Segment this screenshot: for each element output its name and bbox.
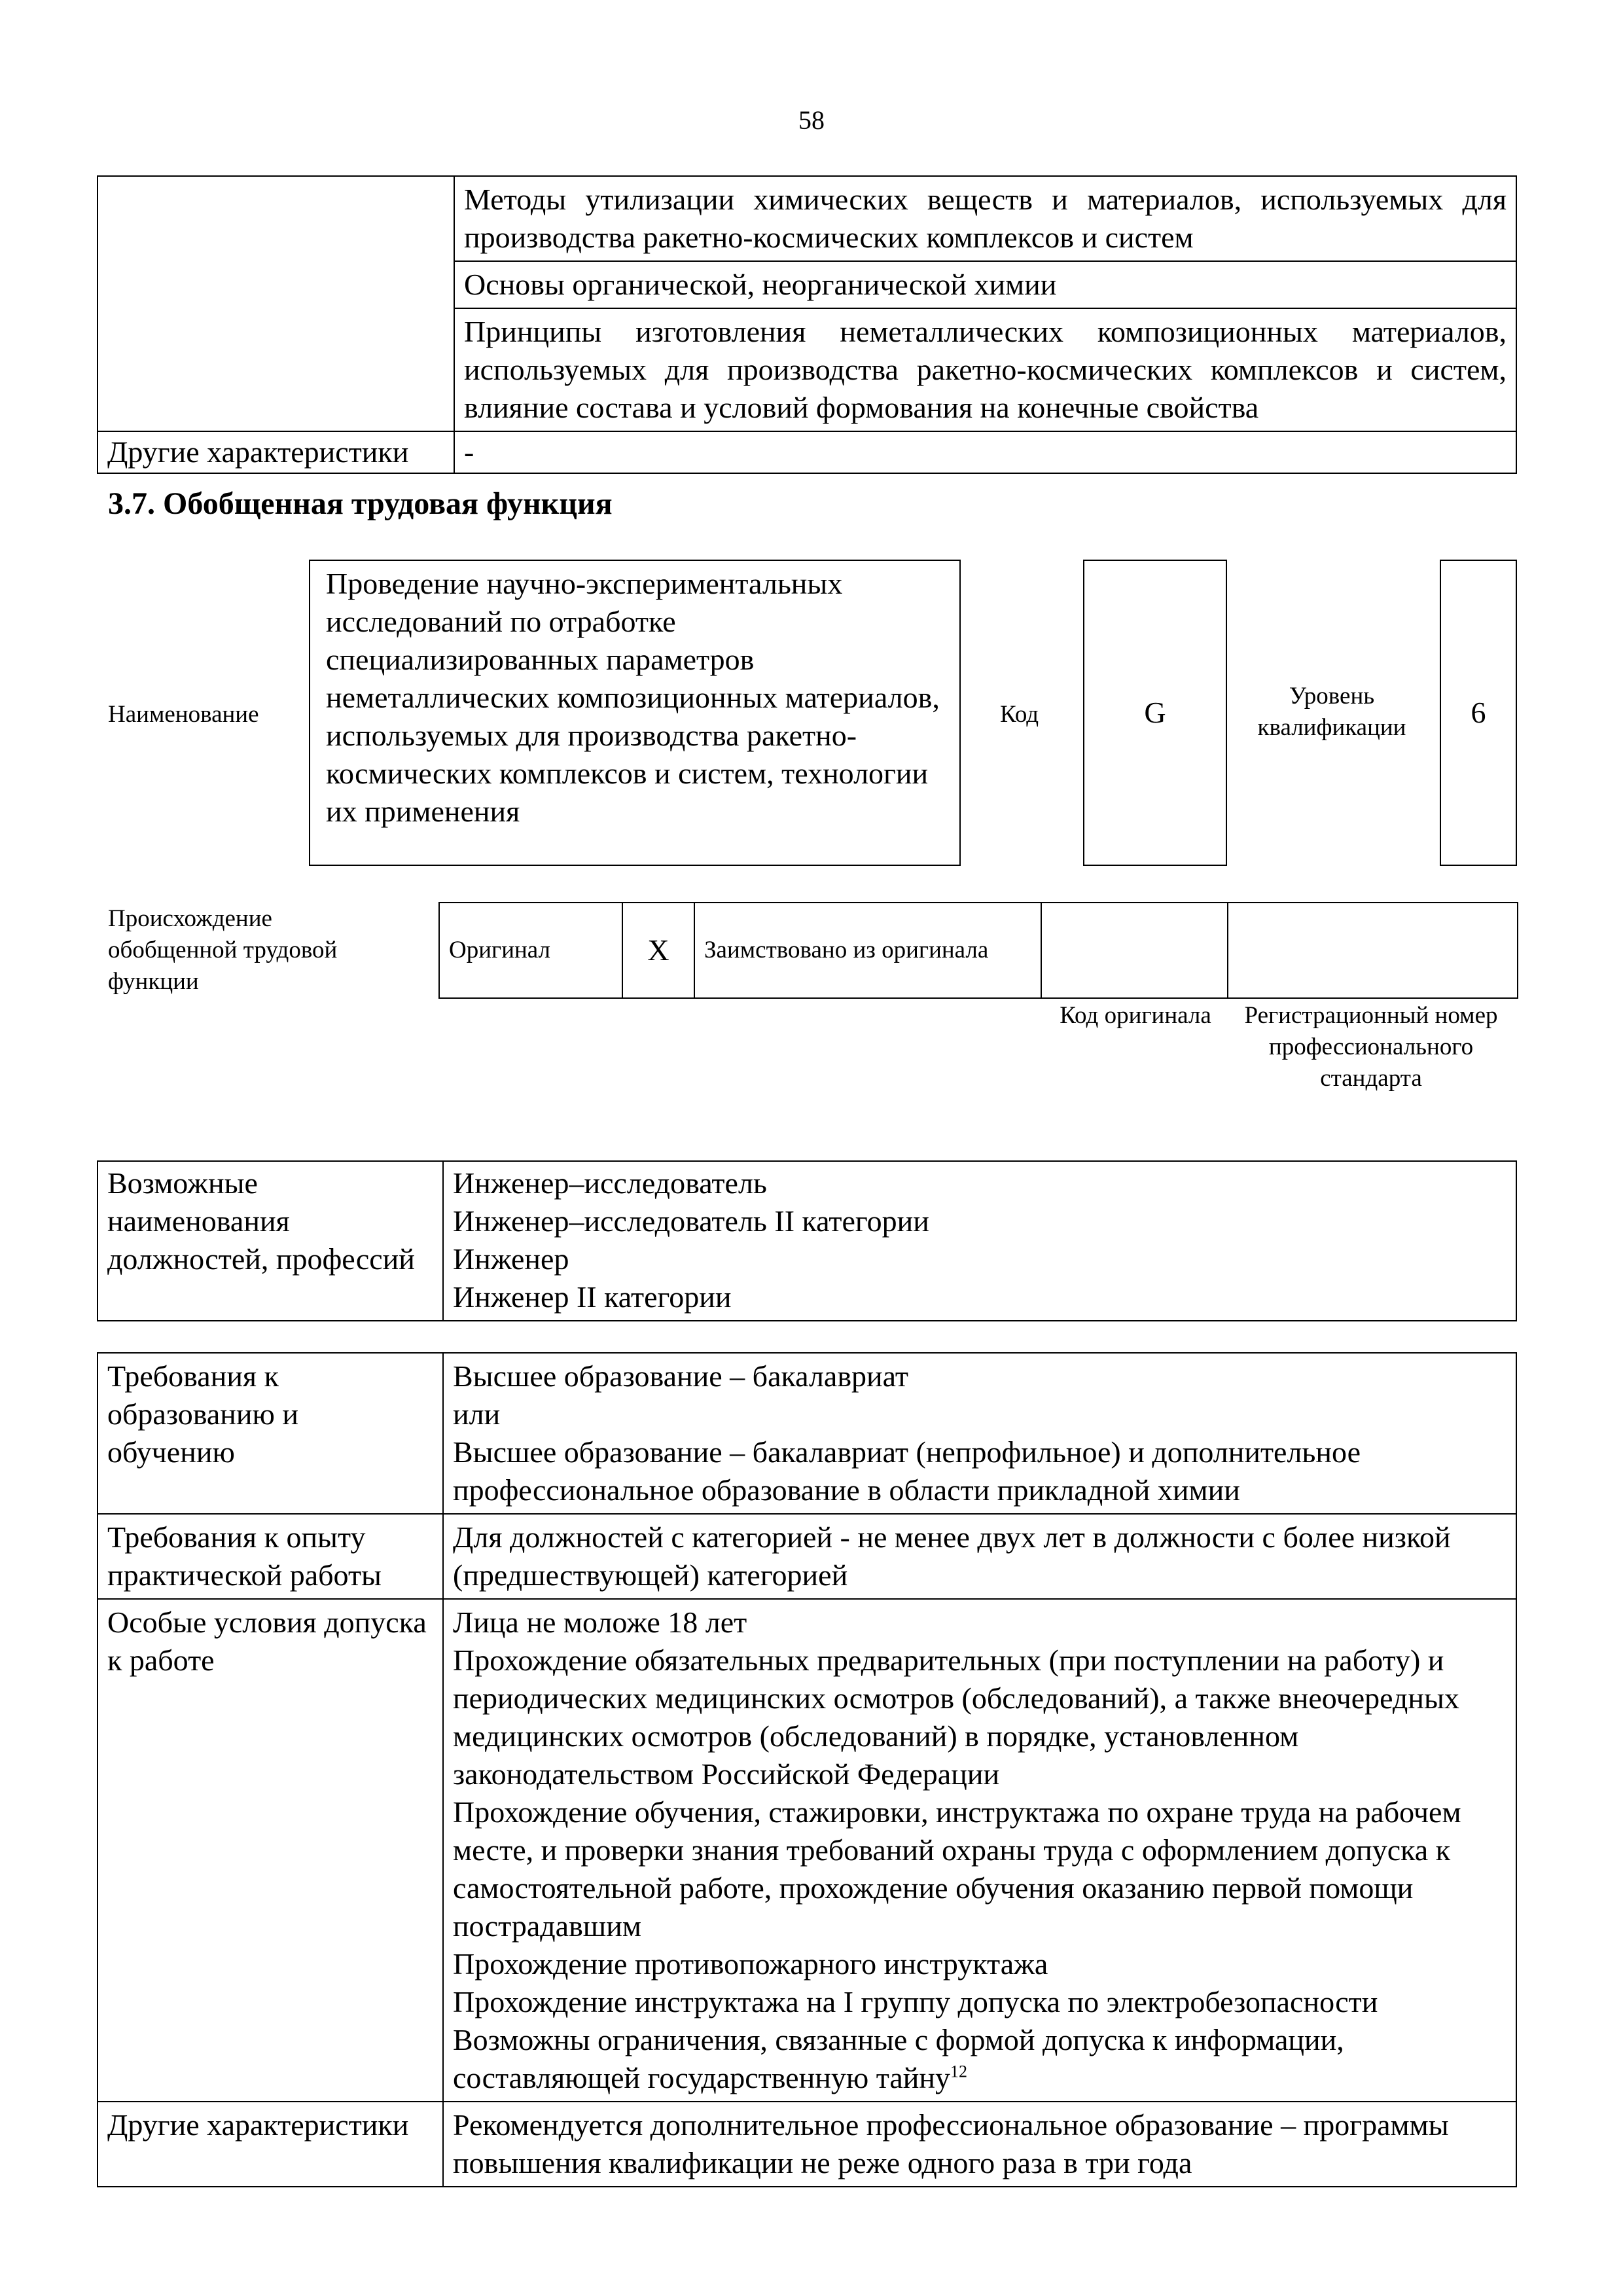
positions-label: Возможные наименования должностей, профессий [98,1161,443,1321]
position-item: Инженер II категории [453,1280,732,1314]
admission-conditions [443,1599,1516,2102]
name-label: Наименование [108,701,259,728]
position-item: Инженер [453,1242,569,1276]
admission-line: Прохождение обязательных предварительных (при поступлении на работу) и периодических медицинских осмотров (обследований), а также внеочередных медицинских осмотров (обследований) в порядке, установленном законодательством Российской Федерации [453,1643,1459,1791]
origin-label: Происхождение обобщенной трудовой функции [108,905,338,995]
origin-table [438,902,1518,999]
empty-cell [98,176,454,431]
education-label: Требования к образованию и обучению [98,1353,443,1514]
admission-line-with-footnote [453,2021,1507,2097]
level-value: 6 [1471,696,1486,729]
admission-line: Возможны ограничения, связанные с формой допуска к информации, составляющей государственную тайну [453,2023,1344,2094]
other-characteristics-label: Другие характеристики [98,2102,443,2187]
knowledge-table [97,175,1517,474]
function-name-box [309,560,961,866]
education-requirements [443,1353,1516,1514]
knowledge-row: Основы органической, неорганической химии [454,261,1516,308]
education-line: или [453,1397,501,1431]
requirements-table [97,1352,1517,2187]
experience-label: Требования к опыту практической работы [98,1514,443,1599]
code-value: G [1144,696,1166,729]
admission-line: Прохождение обучения, стажировки, инструктажа по охране труда на рабочем месте, и проверки знания требований охраны труда с оформлением допуска к самостоятельной работе, прохождение обучения оказанию первой помощи пострадавшим [453,1795,1461,1943]
admission-line: Прохождение противопожарного инструктажа [453,1947,1048,1981]
level-label: Уровень квалификации [1257,683,1406,741]
positions-table [97,1160,1517,1321]
level-value-box [1440,560,1517,866]
admission-line: Лица не моложе 18 лет [453,1605,747,1639]
admission-label: Особые условия допуска к работе [98,1599,443,2102]
code-value-box [1083,560,1227,866]
positions-list [443,1161,1516,1321]
original-label: Оригинал [439,903,622,998]
code-original-cell [1041,903,1228,998]
position-item: Инженер–исследователь [453,1166,767,1200]
reg-number-caption: Регистрационный номер профессионального стандарта [1244,1002,1498,1092]
borrowed-label: Заимствовано из оригинала [694,903,1041,998]
experience-requirements: Для должностей с категорией - не менее двух лет в должности с более низкой (предшествующей) категорией [443,1514,1516,1599]
function-name-text: Проведение научно-экспериментальных исследований по отработке специализированных параметров неметаллических композиционных материалов, используемых для производства ракетно-космических комплексов и систем, технологии их применения [326,567,940,828]
page-number: 58 [798,105,825,135]
education-line: Высшее образование – бакалавриат [453,1359,908,1393]
position-item: Инженер–исследователь II категории [453,1204,929,1238]
admission-line: Прохождение инструктажа на I группу допуска по электробезопасности [453,1985,1378,2018]
education-line: Высшее образование – бакалавриат (непрофильное) и дополнительное профессиональное образование в области прикладной химии [453,1435,1361,1507]
code-label: Код [1000,701,1039,728]
other-characteristics-text: Рекомендуется дополнительное профессиональное образование – программы повышения квалификации не реже одного раза в три года [443,2102,1516,2187]
knowledge-row: Методы утилизации химических веществ и материалов, используемых для производства ракетно-космических комплексов и систем [454,176,1516,261]
knowledge-row: Принципы изготовления неметаллических композиционных материалов, используемых для производства ракетно-космических комплексов и систем, влияние состава и условий формования на конечные свойства [454,308,1516,431]
original-mark: X [622,903,694,998]
section-heading: 3.7. Обобщенная трудовая функция [108,486,613,521]
other-characteristics-label: Другие характеристики [98,431,454,473]
code-original-caption: Код оригинала [1060,1002,1211,1029]
footnote-mark: 12 [950,2062,968,2081]
other-characteristics-value: - [454,431,1516,473]
reg-number-cell [1228,903,1518,998]
